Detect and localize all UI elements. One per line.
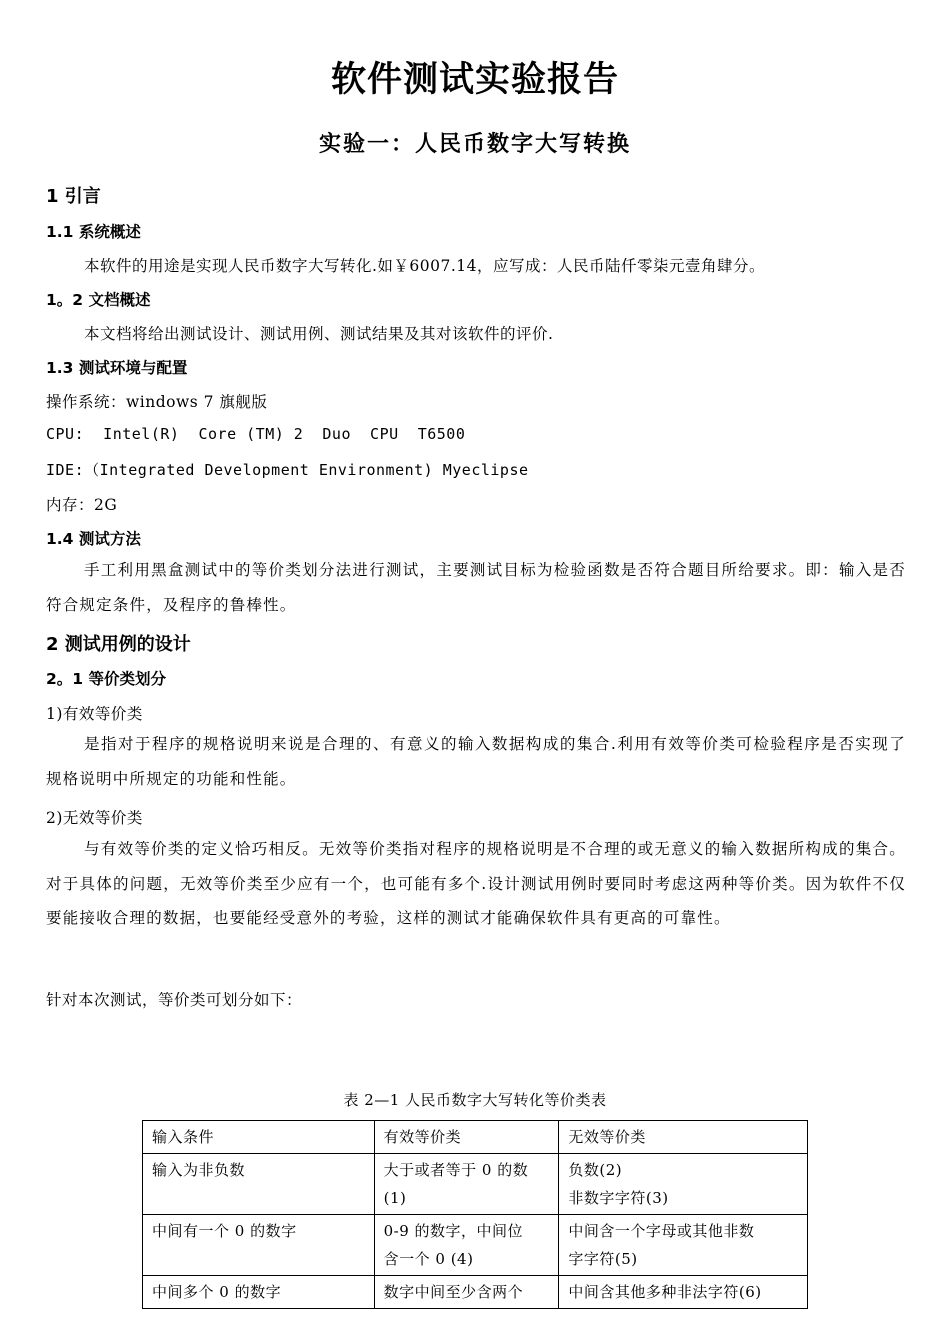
table-cell — [559, 1154, 808, 1215]
section-1-heading: 1 引言 — [46, 186, 101, 207]
cell-line: 含一个 0 (4) — [383, 1250, 474, 1268]
env-cpu: CPU: Intel(R) Core (TM) 2 Duo CPU T6500 — [46, 425, 466, 443]
cell-line: 负数(2) — [568, 1161, 623, 1179]
section-1-1-heading: 1.1 系统概述 — [46, 223, 141, 241]
cell-line: (1) — [383, 1189, 407, 1207]
table-cell: 数字中间至少含两个 — [374, 1276, 559, 1309]
env-ide: IDE:（Integrated Development Environment) Myeclipse — [46, 461, 529, 479]
section-1-4-text: 手工利用黑盒测试中的等价类划分法进行测试，主要测试目标为检验函数是否符合题目所给要求。即：输入是否符合规定条件，及程序的鲁棒性。 — [46, 561, 906, 614]
valid-class-label: 1)有效等价类 — [46, 705, 143, 723]
env-memory: 内存：2G — [46, 496, 118, 514]
section-1-1-text: 本软件的用途是实现人民币数字大写转化.如￥6007.14，应写成：人民币陆仟零柒元壹角肆分。 — [84, 257, 766, 275]
table-cell: 中间多个 0 的数字 — [143, 1276, 375, 1309]
table-cell — [374, 1215, 559, 1276]
table-cell — [374, 1154, 559, 1215]
section-2-heading: 2 测试用例的设计 — [46, 634, 191, 655]
table-header-row — [143, 1121, 808, 1154]
table-cell: 中间含其他多种非法字符(6) — [559, 1276, 808, 1309]
report-title: 软件测试实验报告 — [330, 60, 619, 100]
header-input-condition: 输入条件 — [143, 1121, 375, 1154]
table-row — [143, 1276, 808, 1309]
env-os: 操作系统：windows 7 旗舰版 — [46, 393, 268, 411]
section-1-2-text: 本文档将给出测试设计、测试用例、测试结果及其对该软件的评价. — [84, 325, 554, 343]
invalid-class-text: 与有效等价类的定义恰巧相反。无效等价类指对程序的规格说明是不合理的或无意义的输入数据所构成的集合。对于具体的问题，无效等价类至少应有一个，也可能有多个.设计测试用例时要同时考虑这两种等价类。因为软件不仅要能接收合理的数据，也要能经受意外的考验，这样的测试才能确保软件具有更高的可靠性。 — [46, 840, 906, 927]
section-1-4-heading: 1.4 测试方法 — [46, 530, 141, 548]
cell-line: 0-9 的数字，中间位 — [383, 1222, 524, 1240]
table-cell: 输入为非负数 — [143, 1154, 375, 1215]
cell-line: 大于或者等于 0 的数 — [383, 1161, 529, 1179]
section-1-2-heading: 1。2 文档概述 — [46, 291, 151, 309]
table-cell — [559, 1215, 808, 1276]
cell-line: 中间含一个字母或其他非数 — [568, 1222, 755, 1240]
table-cell: 中间有一个 0 的数字 — [143, 1215, 375, 1276]
equivalence-class-table — [142, 1120, 808, 1309]
valid-class-text: 是指对于程序的规格说明来说是合理的、有意义的输入数据构成的集合.利用有效等价类可检验程序是否实现了规格说明中所规定的功能和性能。 — [46, 735, 906, 788]
partition-lead-in: 针对本次测试，等价类可划分如下： — [46, 991, 303, 1009]
table-row — [143, 1215, 808, 1276]
header-valid-class: 有效等价类 — [374, 1121, 559, 1154]
table-caption: 表 2—1 人民币数字大写转化等价类表 — [343, 1091, 607, 1109]
section-2-1-heading: 2。1 等价类划分 — [46, 670, 166, 688]
invalid-class-label: 2)无效等价类 — [46, 809, 143, 827]
header-invalid-class: 无效等价类 — [559, 1121, 808, 1154]
section-1-3-heading: 1.3 测试环境与配置 — [46, 359, 188, 377]
table-row — [143, 1154, 808, 1215]
experiment-subtitle: 实验一：人民币数字大写转换 — [318, 132, 631, 157]
cell-line: 字字符(5) — [568, 1250, 638, 1268]
cell-line: 非数字字符(3) — [568, 1189, 669, 1207]
